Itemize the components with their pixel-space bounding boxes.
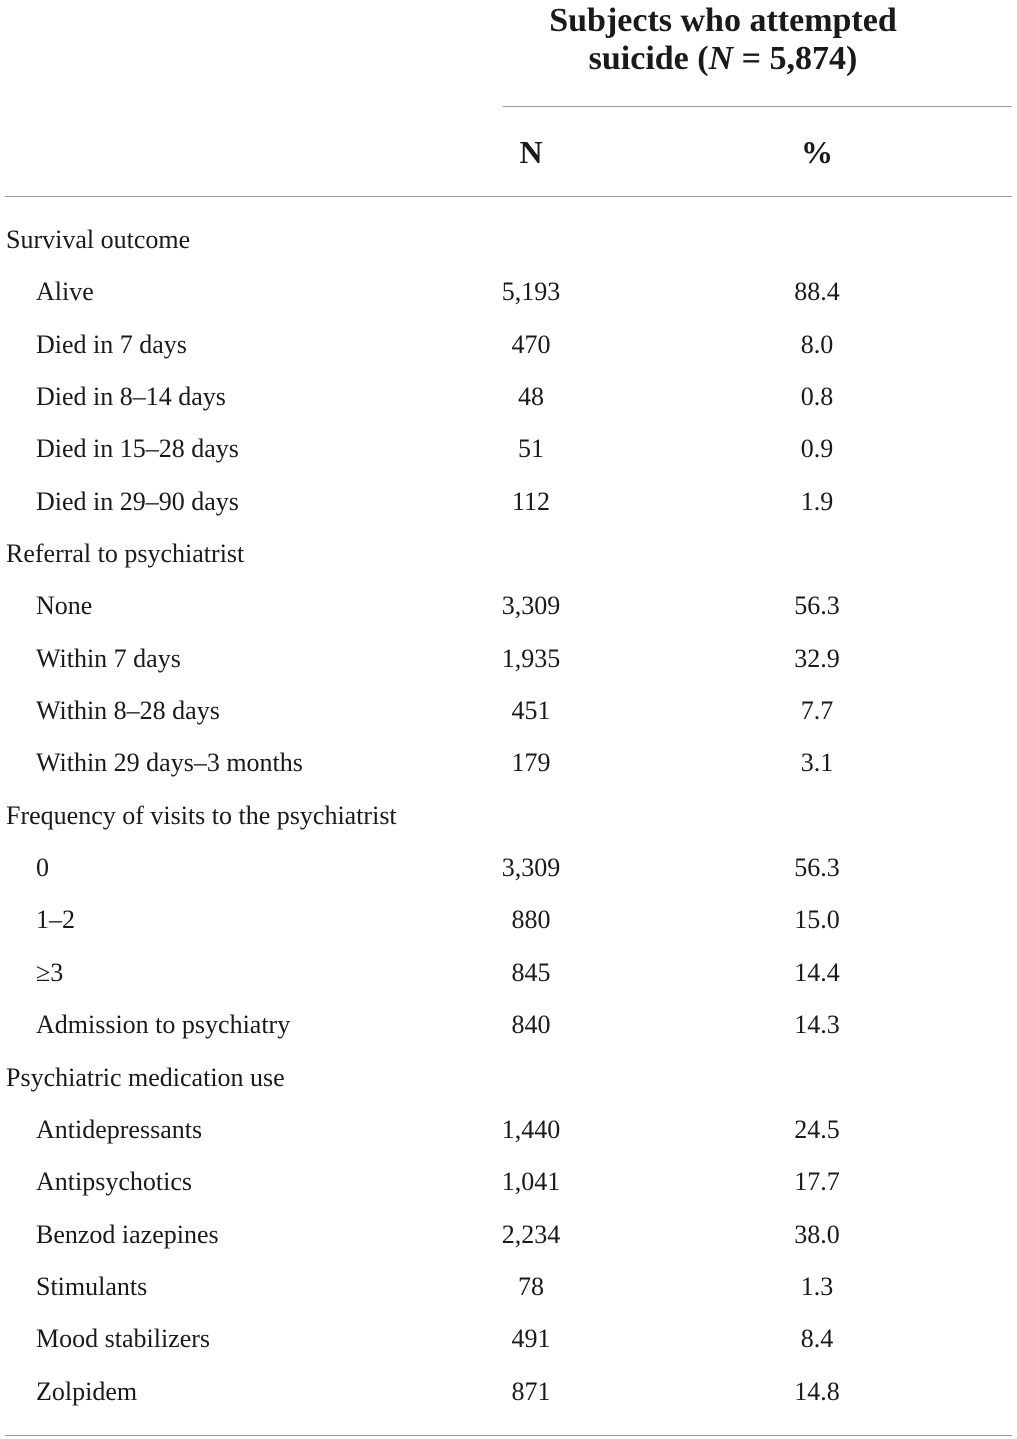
group-header-line2 bbox=[503, 40, 943, 78]
section-title: Referral to psychiatrist bbox=[6, 539, 245, 569]
section-title: Psychiatric medication use bbox=[6, 1062, 285, 1092]
row-percent: 24.5 bbox=[794, 1114, 840, 1144]
table-row bbox=[0, 635, 1017, 687]
section-row bbox=[0, 216, 1017, 268]
table-row bbox=[0, 1211, 1017, 1263]
table-row bbox=[0, 896, 1017, 948]
row-percent: 3.1 bbox=[800, 748, 834, 778]
section-row bbox=[0, 530, 1017, 582]
row-label: Within 29 days–3 months bbox=[36, 748, 303, 778]
row-count: 2,234 bbox=[501, 1219, 561, 1249]
row-label: Mood stabilizers bbox=[36, 1324, 211, 1354]
row-percent: 1.3 bbox=[800, 1271, 834, 1301]
row-percent: 32.9 bbox=[794, 643, 840, 673]
row-count: 1,041 bbox=[501, 1167, 561, 1197]
row-count: 871 bbox=[511, 1376, 551, 1406]
group-header-suffix: = 5,874) bbox=[733, 40, 858, 77]
row-label: Within 7 days bbox=[36, 643, 181, 673]
group-header-prefix: suicide ( bbox=[588, 40, 709, 77]
row-count: 840 bbox=[511, 1010, 551, 1040]
row-percent: 0.9 bbox=[800, 434, 834, 464]
table-row bbox=[0, 1106, 1017, 1158]
bottom-rule bbox=[5, 1435, 1012, 1436]
row-percent: 88.4 bbox=[794, 277, 840, 307]
header-rule bbox=[5, 196, 1012, 197]
row-label: Alive bbox=[36, 277, 94, 307]
table-row bbox=[0, 1158, 1017, 1210]
row-count: 451 bbox=[511, 696, 551, 726]
row-count: 112 bbox=[511, 486, 551, 516]
row-percent: 14.3 bbox=[794, 1010, 840, 1040]
row-count: 1,440 bbox=[501, 1114, 561, 1144]
row-label: ≥3 bbox=[36, 957, 64, 987]
row-percent: 56.3 bbox=[794, 591, 840, 621]
row-percent: 14.4 bbox=[794, 957, 840, 987]
table-row bbox=[0, 1368, 1017, 1420]
row-label: Died in 8–14 days bbox=[36, 382, 226, 412]
row-percent: 15.0 bbox=[794, 905, 840, 935]
group-header bbox=[503, 2, 943, 78]
row-label: None bbox=[36, 591, 93, 621]
row-count: 179 bbox=[511, 748, 551, 778]
row-count: 48 bbox=[518, 382, 544, 412]
table-row bbox=[0, 582, 1017, 634]
table-row bbox=[0, 844, 1017, 896]
table-row bbox=[0, 268, 1017, 320]
row-label: Antidepressants bbox=[36, 1114, 203, 1144]
table-row bbox=[0, 321, 1017, 373]
column-header-n: N bbox=[519, 134, 543, 170]
table-row bbox=[0, 949, 1017, 1001]
table-row bbox=[0, 373, 1017, 425]
row-count: 880 bbox=[511, 905, 551, 935]
row-count: 491 bbox=[511, 1324, 551, 1354]
row-label: Died in 7 days bbox=[36, 329, 187, 359]
group-header-line1: Subjects who attempted bbox=[549, 2, 897, 39]
section-title: Survival outcome bbox=[6, 225, 191, 254]
row-percent: 1.9 bbox=[800, 486, 834, 516]
table-body bbox=[0, 216, 1017, 1420]
row-count: 1,935 bbox=[501, 643, 561, 673]
section-row bbox=[0, 792, 1017, 844]
row-count: 51 bbox=[518, 434, 544, 464]
table-row bbox=[0, 687, 1017, 739]
table-row bbox=[0, 1263, 1017, 1315]
row-percent: 7.7 bbox=[800, 696, 834, 726]
row-percent: 14.8 bbox=[794, 1376, 840, 1406]
row-percent: 8.4 bbox=[800, 1324, 834, 1354]
table-row bbox=[0, 739, 1017, 791]
row-label: Stimulants bbox=[36, 1271, 148, 1301]
row-label: Benzod iazepines bbox=[36, 1219, 219, 1249]
row-percent: 38.0 bbox=[794, 1219, 840, 1249]
row-count: 3,309 bbox=[501, 853, 561, 883]
row-label: Died in 29–90 days bbox=[36, 486, 239, 516]
row-label: Admission to psychiatry bbox=[36, 1010, 291, 1040]
group-header-rule bbox=[503, 106, 1012, 107]
group-header-n-symbol: N bbox=[708, 40, 734, 77]
row-percent: 0.8 bbox=[800, 382, 834, 412]
row-label: Zolpidem bbox=[36, 1376, 138, 1406]
row-label: Antipsychotics bbox=[36, 1167, 192, 1197]
table-row bbox=[0, 1001, 1017, 1053]
section-title: Frequency of visits to the psychiatrist bbox=[6, 800, 397, 830]
table-row bbox=[0, 425, 1017, 477]
row-count: 78 bbox=[518, 1271, 544, 1301]
row-label: 0 bbox=[36, 853, 49, 883]
row-count: 470 bbox=[511, 329, 551, 359]
row-label: 1–2 bbox=[36, 905, 75, 935]
table-row bbox=[0, 478, 1017, 530]
row-count: 5,193 bbox=[501, 277, 561, 307]
row-label: Within 8–28 days bbox=[36, 696, 220, 726]
row-count: 3,309 bbox=[501, 591, 561, 621]
row-percent: 56.3 bbox=[794, 853, 840, 883]
row-percent: 8.0 bbox=[800, 329, 834, 359]
section-row bbox=[0, 1054, 1017, 1106]
column-header-percent: % bbox=[801, 134, 833, 170]
row-label: Died in 15–28 days bbox=[36, 434, 239, 464]
row-count: 845 bbox=[511, 957, 551, 987]
row-percent: 17.7 bbox=[794, 1167, 840, 1197]
table-row bbox=[0, 1315, 1017, 1367]
